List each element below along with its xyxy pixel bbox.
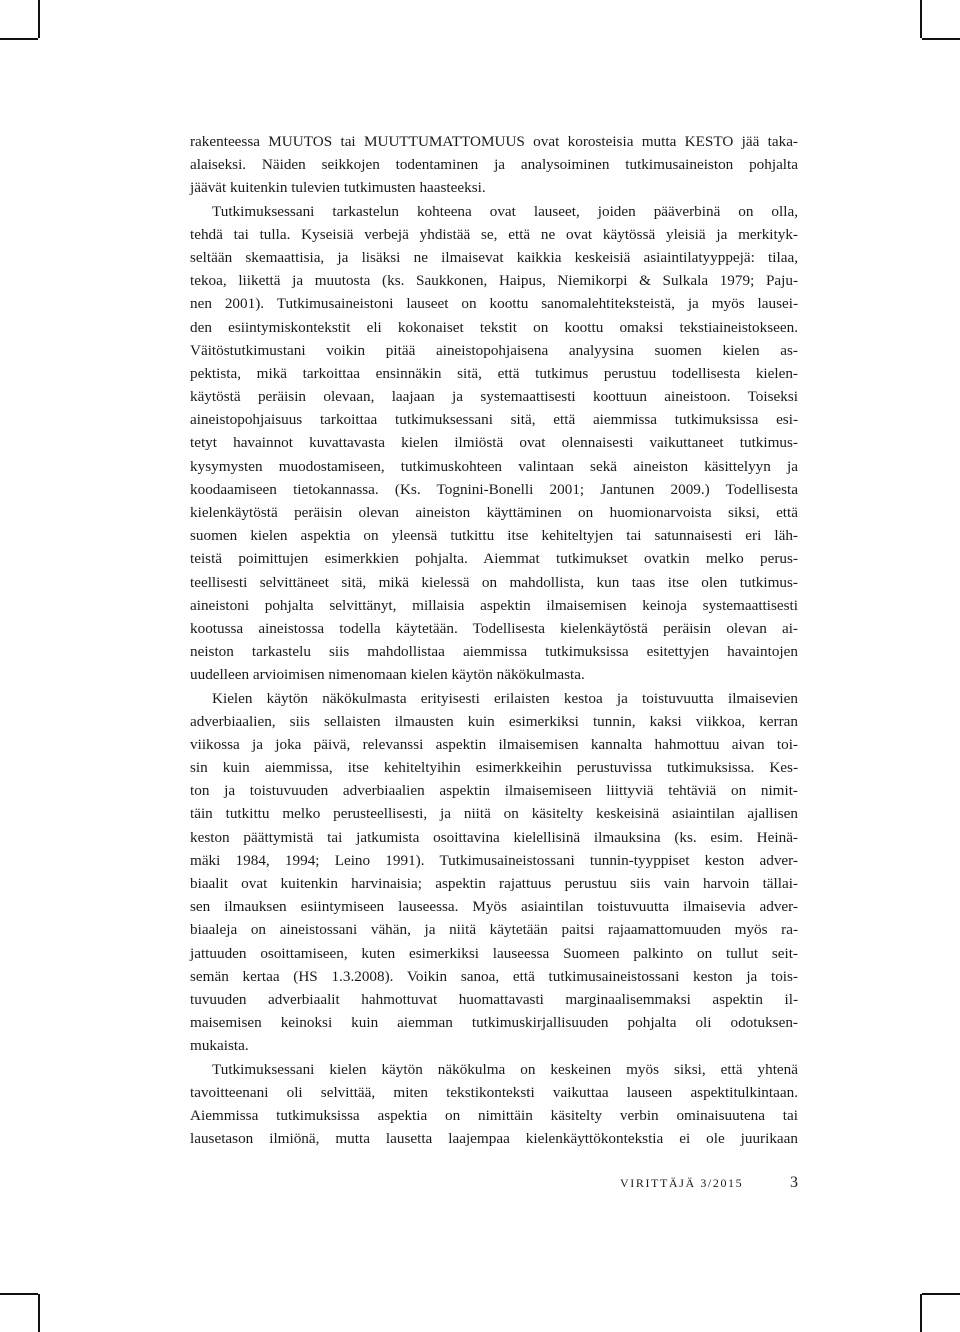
- text-line: käytöstä peräisin olevaan, laajaan ja systemaattisesti koottuun aineistoon. Toiseksi: [190, 388, 798, 406]
- text-line: keston päättymistä tai jatkumista osoittavina kielellisinä ilmauksina (ks. esim. Heinä-: [190, 828, 798, 846]
- text-line: Tutkimuksessani kielen käytön näkökulma on keskeinen myös siksi, että yhtenä: [212, 1060, 798, 1078]
- text-line: täin tutkittu melko perusteellisesti, ja niitä on käsitelty keskeisinä asiaintilan ajallisen: [190, 805, 798, 823]
- text-line: jattuuden osoittamiseen, kuten esimerkiksi lauseessa Suomeen palkinto on tullut seit-: [190, 944, 798, 962]
- text-line: Aiemmissa tutkimuksissa aspektia on nimittäin käsitelty verbin ominaisuutena tai: [190, 1106, 798, 1124]
- text-line: tehdä tai tulla. Kyseisiä verbejä yhdistää se, että ne ovat käytössä yleisiä ja merkityk-: [190, 225, 798, 243]
- text-line: Väitöstutkimustani voikin pitää aineistopohjaisena analyysina suomen kielen as-: [190, 341, 798, 359]
- text-line: kysymysten muodostamiseen, tutkimuskohteen valintaan sekä aineiston käsittelyyn ja: [190, 457, 798, 475]
- text-line: tuvuuden adverbiaalit hahmottuvat huomattavasti marginaalisemmaksi aspektin il-: [190, 990, 798, 1008]
- text-line: kootussa aineistossa todella käytetään. Todellisesta kielenkäytöstä peräisin olevan ai-: [190, 619, 798, 637]
- text-line: alaiseksi. Näiden seikkojen todentaminen ja analysoiminen tutkimusaineiston pohjalta: [190, 156, 798, 174]
- crop-mark-bottom-right: [920, 1294, 922, 1332]
- text-line: teellisesti selvittäneet sitä, mikä kielessä on mahdollista, kun taas itse olen tutkimus-: [190, 573, 798, 591]
- crop-mark-top-right: [920, 0, 922, 38]
- text-line: biaalit ovat kuitenkin harvinaisia; aspektin rajattuus perustuu siis vain harvoin tällai-: [190, 875, 798, 892]
- text-line: tekoa, liikettä ja muutosta (ks. Saukkonen, Haipus, Niemikorpi & Sulkala 1979; Paju-: [190, 272, 798, 290]
- text-line: viikossa ja joka päivä, relevanssi aspektin ilmaisemisen kannalta hahmottuu aivan toi-: [190, 735, 798, 753]
- crop-mark-bottom-right-h: [922, 1293, 960, 1295]
- crop-mark-bottom-left: [38, 1294, 40, 1332]
- text-line: mukaista.: [190, 1037, 249, 1055]
- text-line: lausetason ilmiönä, mutta lausetta laajempaa kielenkäyttökontekstia ei ole juurikaan: [190, 1130, 798, 1148]
- text-line: Tutkimuksessani tarkastelun kohteena ovat lauseet, joiden pääverbinä on olla,: [212, 202, 798, 220]
- text-line: aineistoni pohjalta selvittänyt, millaisia aspektin ilmaisemisen keinoja systemaattisesti: [190, 596, 798, 614]
- text-line: jäävät kuitenkin tulevien tutkimusten haasteeksi.: [190, 179, 486, 197]
- text-line: ton ja toistuvuuden adverbiaalien aspektin ilmaisemiseen liittyviä tehtäviä on nimit-: [190, 782, 798, 800]
- text-line: neiston tarkastelu siis mahdollistaa aiemmissa tutkimuksissa esitettyjen havaintojen: [190, 643, 798, 661]
- crop-mark-bottom-left-h: [0, 1293, 38, 1295]
- text-line: tetyt havainnot kuvattavasta kielen ilmiöstä ovat olennaisesti vaikuttaneet tutkimus-: [190, 434, 798, 452]
- text-line: den esiintymiskontekstit eli kokonaiset tekstit on koottu omaksi tekstiaineistokseen.: [190, 318, 798, 336]
- journal-name: VIRITTÄJÄ 3/2015: [620, 1176, 744, 1190]
- text-line: biaaleja on aineistossani vähän, ja niitä käytetään paitsi rajaamattomuuden myös ra-: [190, 921, 798, 939]
- crop-mark-top-right-h: [922, 38, 960, 40]
- text-line: koodaamiseen tietokannassa. (Ks. Tognini-Bonelli 2001; Jantunen 2009.) Todellisesta: [190, 480, 798, 498]
- text-line: sin kuin aiemmissa, itse kehiteltyihin esimerkkeihin perustuvissa tutkimuksissa. Kes-: [190, 759, 798, 777]
- text-line: semän kertaa (HS 1.3.2008). Voikin sanoa, että tutkimusaineistossani keston ja tois-: [190, 967, 798, 985]
- text-line: aineistopohjaisuus tarkoittaa tutkimuksessani sitä, että aiemmissa tutkimuksissa esi-: [190, 411, 798, 429]
- text-line: kielenkäytöstä peräisin olevan aineiston käyttäminen on huomionarvoista siksi, että: [190, 504, 798, 521]
- text-line: adverbiaalien, siis sellaisten ilmausten kuin esimerkiksi tunnin, kaksi viikkoa, kerran: [190, 712, 798, 730]
- text-line: mäki 1984, 1994; Leino 1991). Tutkimusaineistossani tunnin-tyyppiset keston adver-: [190, 851, 798, 869]
- text-line: tavoitteenani oli selvittää, miten tekstikonteksti vaikuttaa lauseen aspektitulkintaan.: [190, 1083, 798, 1101]
- text-line: seltään skemaattisia, ja lisäksi ne ilmaisevat kaikkia keskeisiä asiaintilatyyppejä: tilaa,: [190, 248, 798, 266]
- body-text: [190, 130, 798, 1150]
- text-line: nen 2001). Tutkimusaineistoni lauseet on koottu sanomalehtiteksteistä, ja myös lausei-: [190, 295, 798, 313]
- crop-mark-top-left-h: [0, 38, 38, 40]
- text-line: maisemisen keinoksi kuin aiemman tutkimuskirjallisuuden pohjalta oli odotuksen-: [190, 1014, 798, 1032]
- text-line: pektista, mikä tarkoittaa ensinnäkin sitä, että tutkimus perustuu todellisesta kielen-: [190, 364, 798, 382]
- text-line: uudelleen arvioimisen nimenomaan kielen käytön näkökulmasta.: [190, 666, 585, 684]
- text-line: sen ilmauksen esiintymiseen lauseessa. Myös asiaintilan toistuvuutta ilmaisevia adver-: [190, 898, 798, 916]
- text-line: rakenteessa MUUTOS tai MUUTTUMATTOMUUS ovat korosteisia mutta KESTO jää taka-: [190, 133, 798, 150]
- page-number: 3: [790, 1174, 798, 1191]
- crop-mark-top-left: [38, 0, 40, 38]
- text-line: Kielen käytön näkökulmasta erityisesti erilaisten kestoa ja toistuvuutta ilmaisevien: [212, 689, 798, 707]
- text-line: suomen kielen aspektia on yleensä tutkittu itse kehiteltyjen tai satunnaisesti eri läh-: [190, 527, 798, 545]
- text-line: teistä poimittujen esimerkkien pohjalta. Aiemmat tutkimukset ovatkin melko perus-: [190, 550, 798, 568]
